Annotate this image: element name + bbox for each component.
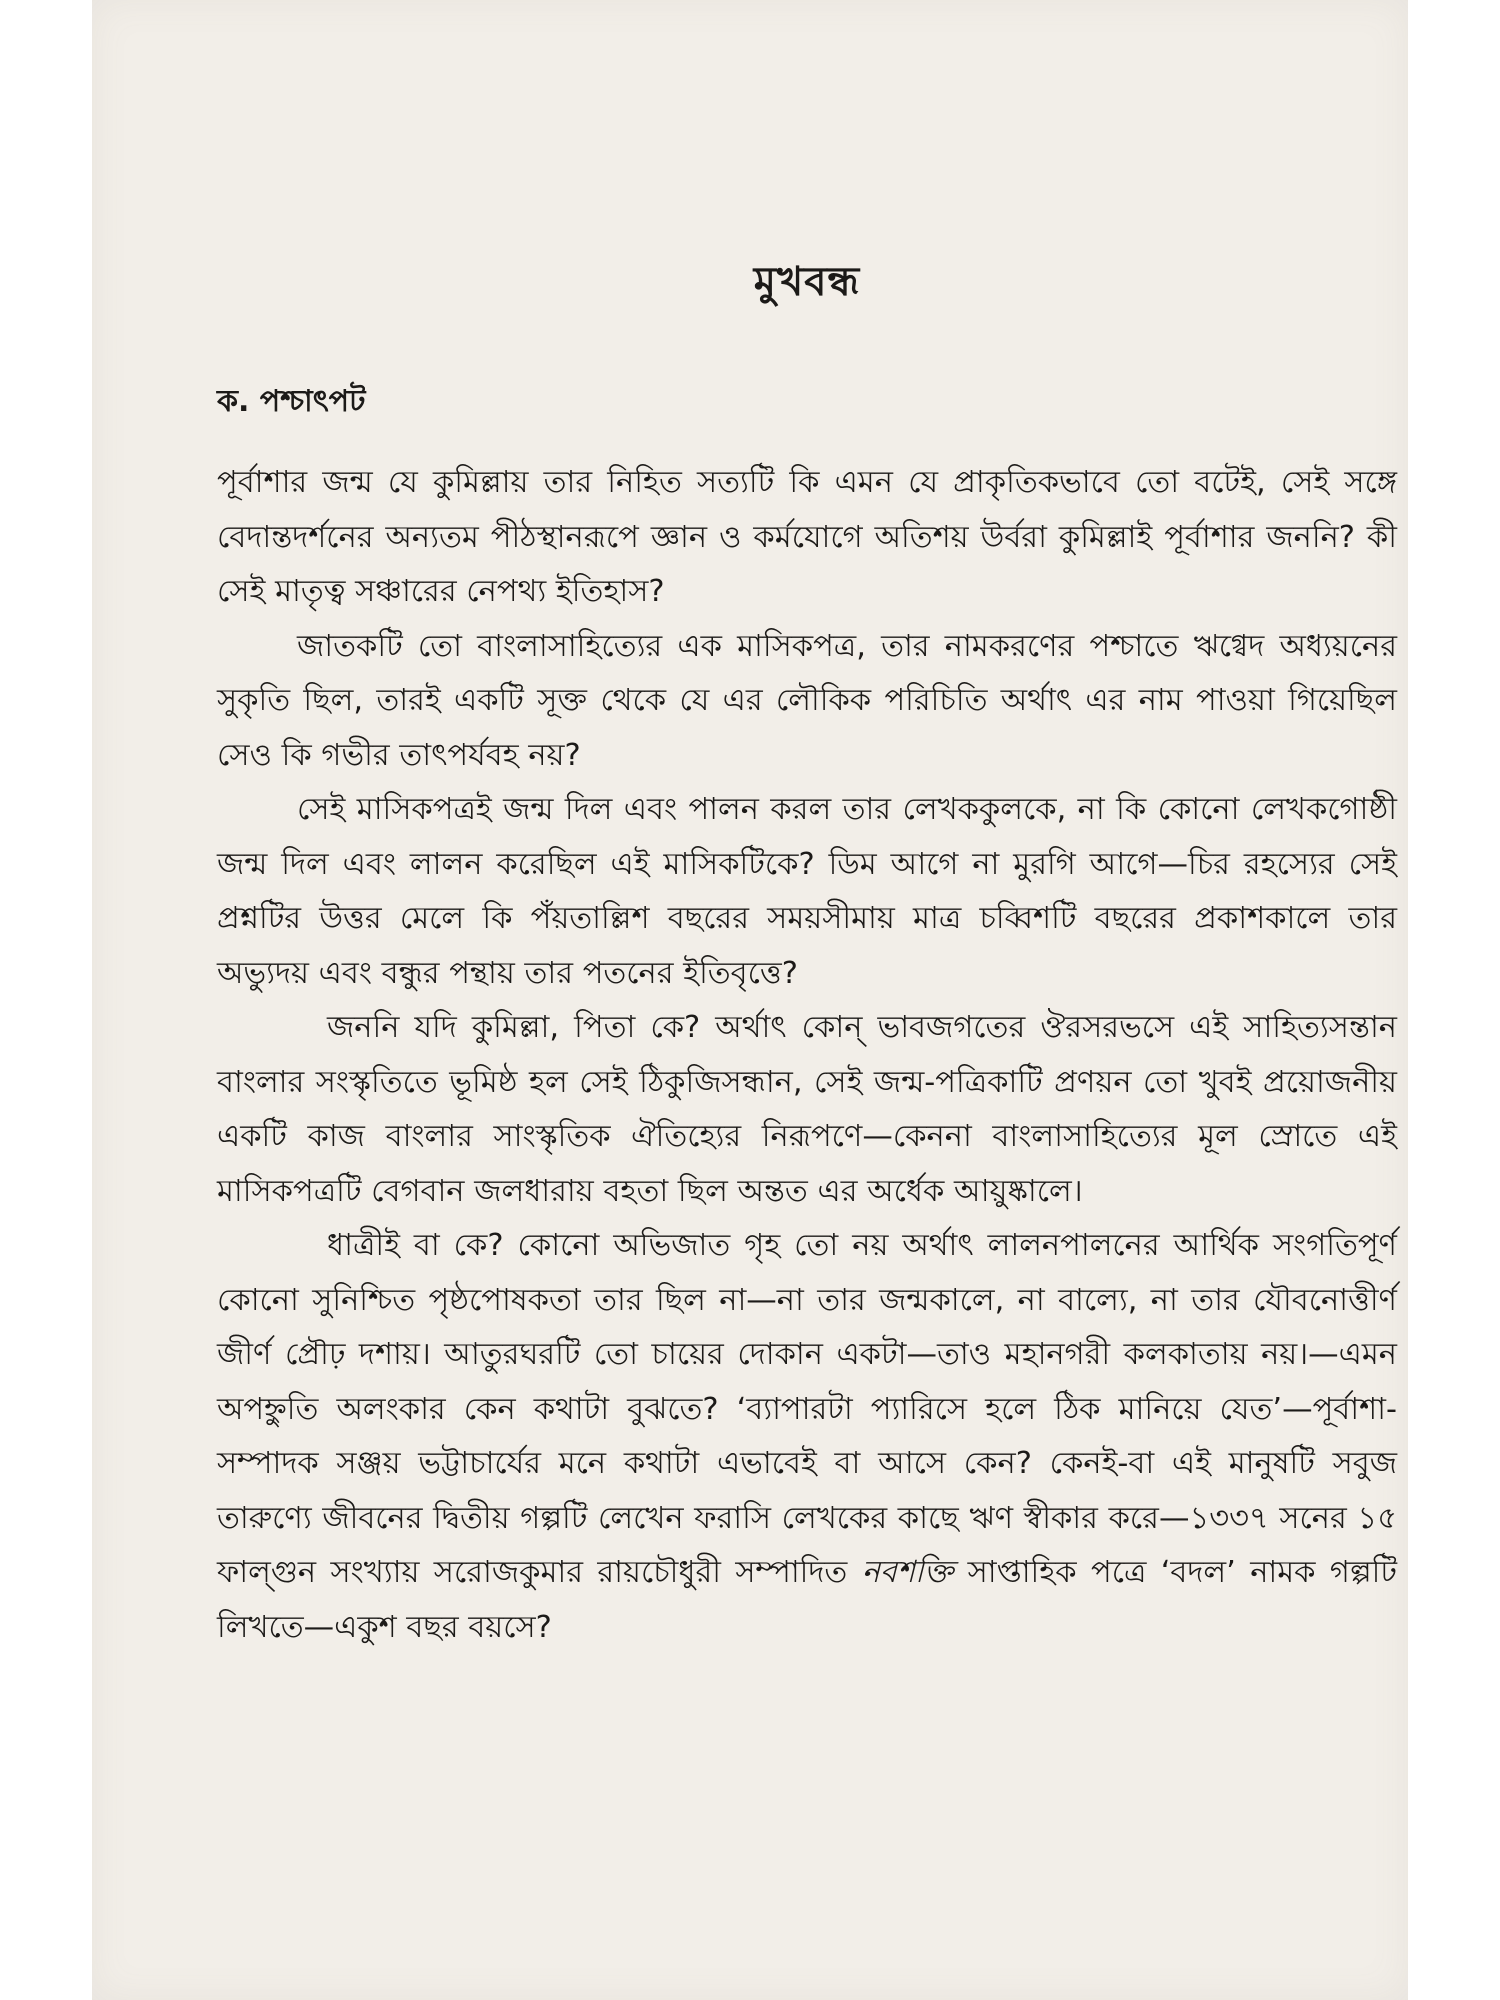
page-content (217, 250, 1397, 1655)
paragraph-2: জাতকটি তো বাংলাসাহিত্যের এক মাসিকপত্র, তার নামকরণের পশ্চাতে ঋগ্বেদ অধ্যয়নের সুকৃতি ছিল, তারই একটি সূক্ত থেকে যে এর লৌকিক পরিচিতি অর্থাৎ এর নাম পাওয়া গিয়েছিল সেও কি গভীর তাৎপর্যবহ নয়? (217, 628, 1397, 773)
paragraph-3: সেই মাসিকপত্রই জন্ম দিল এবং পালন করল তার লেখককুলকে, না কি কোনো লেখকগোষ্ঠী জন্ম দিল এবং লালন করেছিল এই মাসিকটিকে? ডিম আগে না মুরগি আগে—চির রহস্যের সেই প্রশ্নটির উত্তর মেলে কি পঁয়তাল্লিশ বছরের সময়সীমায় মাত্র চব্বিশটি বছরের প্রকাশকালে তার অভ্যুদয় এবং বন্ধুর পন্থায় তার পতনের ইতিবৃত্তে? (217, 792, 1397, 991)
page-title: মুখবন্ধ (753, 259, 861, 305)
paragraph-5-text: ধাত্রীই বা কে? কোনো অভিজাত গৃহ তো নয় অর্থাৎ লালনপালনের আর্থিক সংগতিপূর্ণ কোনো সুনিশ্চিত পৃষ্ঠপোষকতা তার ছিল না—না তার জন্মকালে, না বাল্যে, না তার যৌবনোত্তীর্ণ জীর্ণ প্রৌঢ় দশায়। আতুরঘরটি তো চায়ের দোকান একটা—তাও মহানগরী কলকাতায় নয়।—এমন অপহ্নুতি অলংকার কেন কথাটা বুঝতে? ‘ব্যাপারটা প্যারিসে হলে ঠিক মানিয়ে যেত’—পূর্বাশা-সম্পাদক সঞ্জয় ভট্টাচার্যের মনে কথাটা এভাবেই বা আসে কেন? কেনই-বা এই মানুষটি সবুজ তারুণ্যে জীবনের দ্বিতীয় গল্পটি লেখেন ফরাসি লেখকের কাছে ঋণ স্বীকার করে—১৩৩৭ সনের ১৫ ফাল্গুন সংখ্যায় সরোজকুমার রায়চৌধুরী সম্পাদিত (217, 1228, 1397, 1590)
paragraph-4: জননি যদি কুমিল্লা, পিতা কে? অর্থাৎ কোন্ ভাবজগতের ঔরসরভসে এই সাহিত্যসন্তান বাংলার সংস্কৃতিতে ভূমিষ্ঠ হল সেই ঠিকুজিসন্ধান, সেই জন্ম-পত্রিকাটি প্রণয়ন তো খুবই প্রয়োজনীয় একটি কাজ বাংলার সাংস্কৃতিক ঐতিহ্যের নিরূপণে—কেননা বাংলাসাহিত্যের মূল স্রোতে এই মাসিকপত্রটি বেগবান জলধারায় বহতা ছিল অন্তত এর অর্ধেক আয়ুষ্কালে। (217, 1010, 1397, 1209)
paragraph-5 (217, 1219, 1397, 1655)
section-heading: ক. পশ্চাৎপট (217, 384, 366, 419)
newspaper-title: নবশক্তি (861, 1555, 954, 1590)
paragraph-5-tail: সাপ্তাহিক পত্রে ‘বদল’ নামক গল্পটি লিখতে—একুশ বছর বয়সে? (217, 1555, 1397, 1645)
paragraph-1: পূর্বাশার জন্ম যে কুমিল্লায় তার নিহিত সত্যটি কি এমন যে প্রাকৃতিকভাবে তো বটেই, সেই সঙ্গে বেদান্তদর্শনের অন্যতম পীঠস্থানরূপে জ্ঞান ও কর্মযোগে অতিশয় উর্বরা কুমিল্লাই পূর্বাশার জননি? কী সেই মাতৃত্ব সঞ্চারের নেপথ্য ইতিহাস? (217, 465, 1397, 609)
book-page (92, 0, 1408, 2000)
